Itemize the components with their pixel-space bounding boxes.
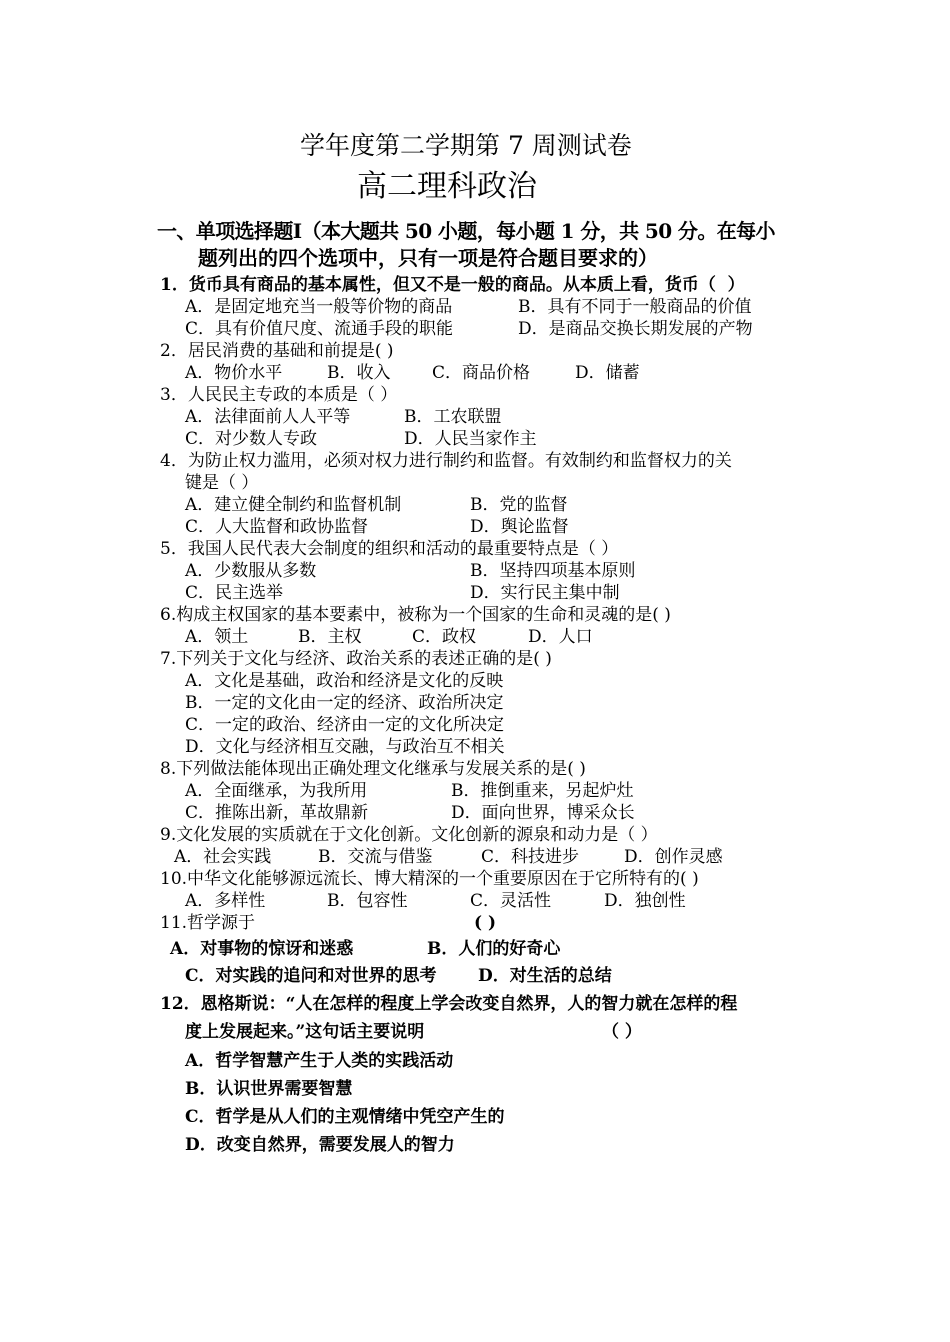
option-b: B．交流与借鉴 xyxy=(318,847,433,867)
question-stem: 12．恩格斯说：“人在怎样的程度上学会改变自然界，人的智力就在怎样的程 xyxy=(160,994,738,1014)
answer-paren: ( ) xyxy=(474,913,497,933)
option-a: A．领土 xyxy=(185,627,249,647)
question-stem: 3．人民民主专政的本质是（ ） xyxy=(160,385,398,405)
section-heading: 一、单项选择题Ⅰ（本大题共 50 小题，每小题 1 分，共 50 分。在每小 xyxy=(157,219,775,243)
question-stem-cont: 度上发展起来。”这句话主要说明 xyxy=(185,1022,425,1042)
option-d: D．面向世界，博采众长 xyxy=(451,803,635,823)
option-a: A．法律面前人人平等 xyxy=(185,407,351,427)
option-b: B．包容性 xyxy=(327,891,408,911)
option-d: D．改变自然界，需要发展人的智力 xyxy=(185,1135,455,1155)
option-d: D．人民当家作主 xyxy=(404,429,537,449)
option-c: C．推陈出新，革故鼎新 xyxy=(185,803,369,823)
option-c: C．商品价格 xyxy=(432,363,531,383)
option-d: D．舆论监督 xyxy=(470,517,569,537)
question-stem: 1．货币具有商品的基本属性，但又不是一般的商品。从本质上看，货币（ ） xyxy=(160,275,745,295)
option-a: A．社会实践 xyxy=(174,847,272,867)
option-d: D．对生活的总结 xyxy=(478,966,612,986)
option-d: D．独创性 xyxy=(604,891,686,911)
exam-title: 学年度第二学期第 7 周测试卷 xyxy=(300,131,632,160)
option-b: B．推倒重来，另起炉灶 xyxy=(451,781,634,801)
question-stem: 10.中华文化能够源远流长、博大精深的一个重要原因在于它所特有的( ) xyxy=(160,869,699,889)
option-a: A．物价水平 xyxy=(185,363,283,383)
option-c: C．科技进步 xyxy=(481,847,580,867)
question-stem: 9.文化发展的实质就在于文化创新。文化创新的源泉和动力是（ ） xyxy=(160,825,658,845)
option-d: D．人口 xyxy=(528,627,593,647)
option-c: C．具有价值尺度、流通手段的职能 xyxy=(185,319,454,339)
option-b: B．坚持四项基本原则 xyxy=(470,561,636,581)
question-stem-cont: 键是（ ） xyxy=(185,473,259,493)
option-d: D．实行民主集中制 xyxy=(470,583,620,603)
option-c: C．一定的政治、经济由一定的文化所决定 xyxy=(185,715,505,735)
option-a: A．建立健全制约和监督机制 xyxy=(185,495,402,515)
option-d: D．储蓄 xyxy=(575,363,640,383)
option-c: C．灵活性 xyxy=(470,891,552,911)
option-d: D．创作灵感 xyxy=(624,847,723,867)
exam-subject: 高二理科政治 xyxy=(357,169,537,204)
option-c: C．人大监督和政协监督 xyxy=(185,517,369,537)
option-b: B．主权 xyxy=(298,627,362,647)
question-stem: 11.哲学源于 xyxy=(160,913,256,933)
option-c: C．哲学是从人们的主观情绪中凭空产生的 xyxy=(185,1107,505,1127)
option-c: C．政权 xyxy=(412,627,477,647)
option-a: A．对事物的惊讶和迷惑 xyxy=(170,939,354,959)
option-a: A．文化是基础，政治和经济是文化的反映 xyxy=(185,671,504,691)
section-heading-cont: 题列出的四个选项中，只有一项是符合题目要求的） xyxy=(198,246,658,270)
option-c: C．对实践的追问和对世界的思考 xyxy=(185,966,437,986)
option-a: A．少数服从多数 xyxy=(185,561,317,581)
option-d: D．文化与经济相互交融，与政治互不相关 xyxy=(185,737,505,757)
option-b: B．党的监督 xyxy=(470,495,568,515)
option-b: B．收入 xyxy=(327,363,391,383)
option-b: B．一定的文化由一定的经济、政治所决定 xyxy=(185,693,504,713)
option-a: A．是固定地充当一般等价物的商品 xyxy=(185,297,453,317)
option-a: A．哲学智慧产生于人类的实践活动 xyxy=(185,1051,454,1071)
option-b: B．具有不同于一般商品的价值 xyxy=(518,297,752,317)
question-stem: 4．为防止权力滥用，必须对权力进行制约和监督。有效制约和监督权力的关 xyxy=(160,451,732,471)
option-b: B．工农联盟 xyxy=(404,407,502,427)
option-c: C．对少数人专政 xyxy=(185,429,318,449)
question-stem: 7.下列关于文化与经济、政治关系的表述正确的是( ) xyxy=(160,649,552,669)
question-stem: 5．我国人民代表大会制度的组织和活动的最重要特点是（ ） xyxy=(160,539,619,559)
option-a: A．多样性 xyxy=(185,891,266,911)
option-a: A．全面继承，为我所用 xyxy=(185,781,368,801)
question-stem: 8.下列做法能体现出正确处理文化继承与发展关系的是( ) xyxy=(160,759,586,779)
option-b: B．人们的好奇心 xyxy=(427,939,561,959)
option-b: B．认识世界需要智慧 xyxy=(185,1079,353,1099)
question-stem: 2．居民消费的基础和前提是( ) xyxy=(160,341,394,361)
option-d: D．是商品交换长期发展的产物 xyxy=(518,319,753,339)
question-stem: 6.构成主权国家的基本要素中，被称为一个国家的生命和灵魂的是( ) xyxy=(160,605,671,625)
option-c: C．民主选举 xyxy=(185,583,284,603)
answer-paren: （ ） xyxy=(602,1022,642,1042)
